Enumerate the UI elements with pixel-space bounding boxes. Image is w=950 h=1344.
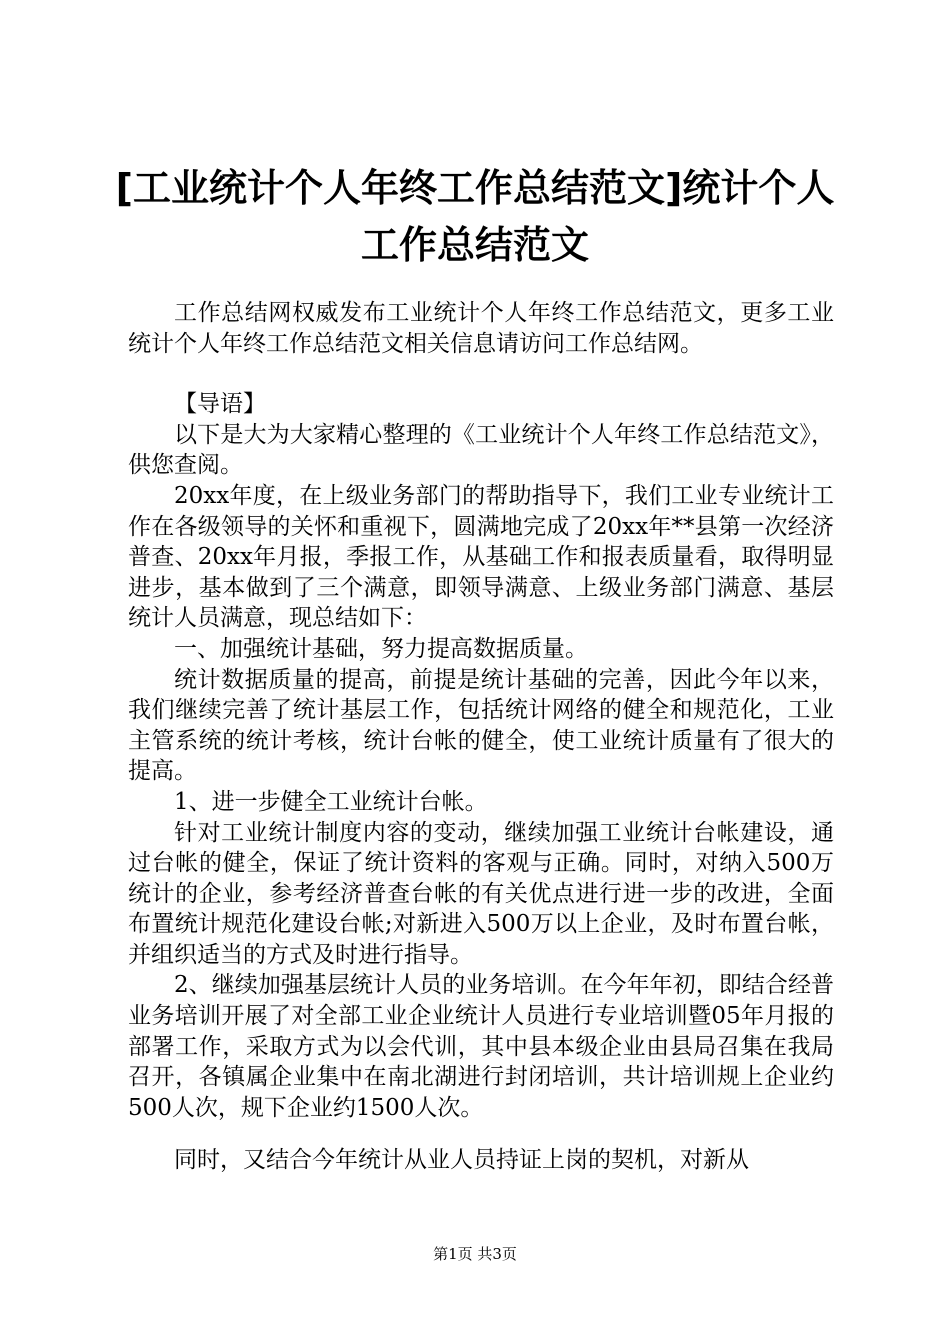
lead-heading: 【导语】	[174, 391, 266, 418]
section-1-paragraph: 统计数据质量的提高，前提是统计基础的完善，因此今年以来，我们继续完善了统计基层工作，包括统计网络的健全和规范化，工业主管系统的统计考核，统计台帐的健全，使工业统计质量有了很大的提高。	[128, 666, 834, 785]
page-footer: 第1页 共3页	[433, 1245, 517, 1263]
document-title: [工业统计个人年终工作总结范文]统计个人工作总结范文	[115, 166, 835, 267]
lead-paragraph: 以下是大为大家精心整理的《工业统计个人年终工作总结范文》，供您查阅。	[128, 421, 834, 479]
subsection-heading-1: 1、进一步健全工业统计台帐。	[174, 788, 488, 815]
intro-paragraph: 工作总结网权威发布工业统计个人年终工作总结范文，更多工业统计个人年终工作总结范文相关信息请访问工作总结网。	[128, 300, 834, 357]
summary-paragraph: 20xx年度，在上级业务部门的帮助指导下，我们工业专业统计工作在各级领导的关怀和重视下，圆满地完成了20xx年**县第一次经济普查、20xx年月报，季报工作，从基础工作和报表质量看，取得明显进步，基本做到了三个满意，即领导满意、上级业务部门满意、基层统计人员满意，现总结如下：	[128, 482, 834, 632]
section-heading-1: 一、加强统计基础，努力提高数据质量。	[174, 635, 588, 662]
continuation-paragraph: 同时，又结合今年统计从业人员持证上岗的契机，对新从	[174, 1147, 749, 1174]
document-body	[128, 298, 834, 1176]
subsection-1-paragraph: 针对工业统计制度内容的变动，继续加强工业统计台帐建设，通过台帐的健全，保证了统计资料的客观与正确。同时，对纳入500万统计的企业，参考经济普查台帐的有关优点进行进一步的改进，全面布置统计规范化建设台帐;对新进入500万以上企业，及时布置台帐，并组织适当的方式及时进行指导。	[128, 819, 834, 968]
subsection-2-paragraph: 2、继续加强基层统计人员的业务培训。在今年年初，即结合经普业务培训开展了对全部工业企业统计人员进行专业培训暨05年月报的部署工作，采取方式为以会代训，其中县本级企业由县局召集在我局召开，各镇属企业集中在南北湖进行封闭培训，共计培训规上企业约500人次，规下企业约1500人次。	[128, 972, 834, 1121]
